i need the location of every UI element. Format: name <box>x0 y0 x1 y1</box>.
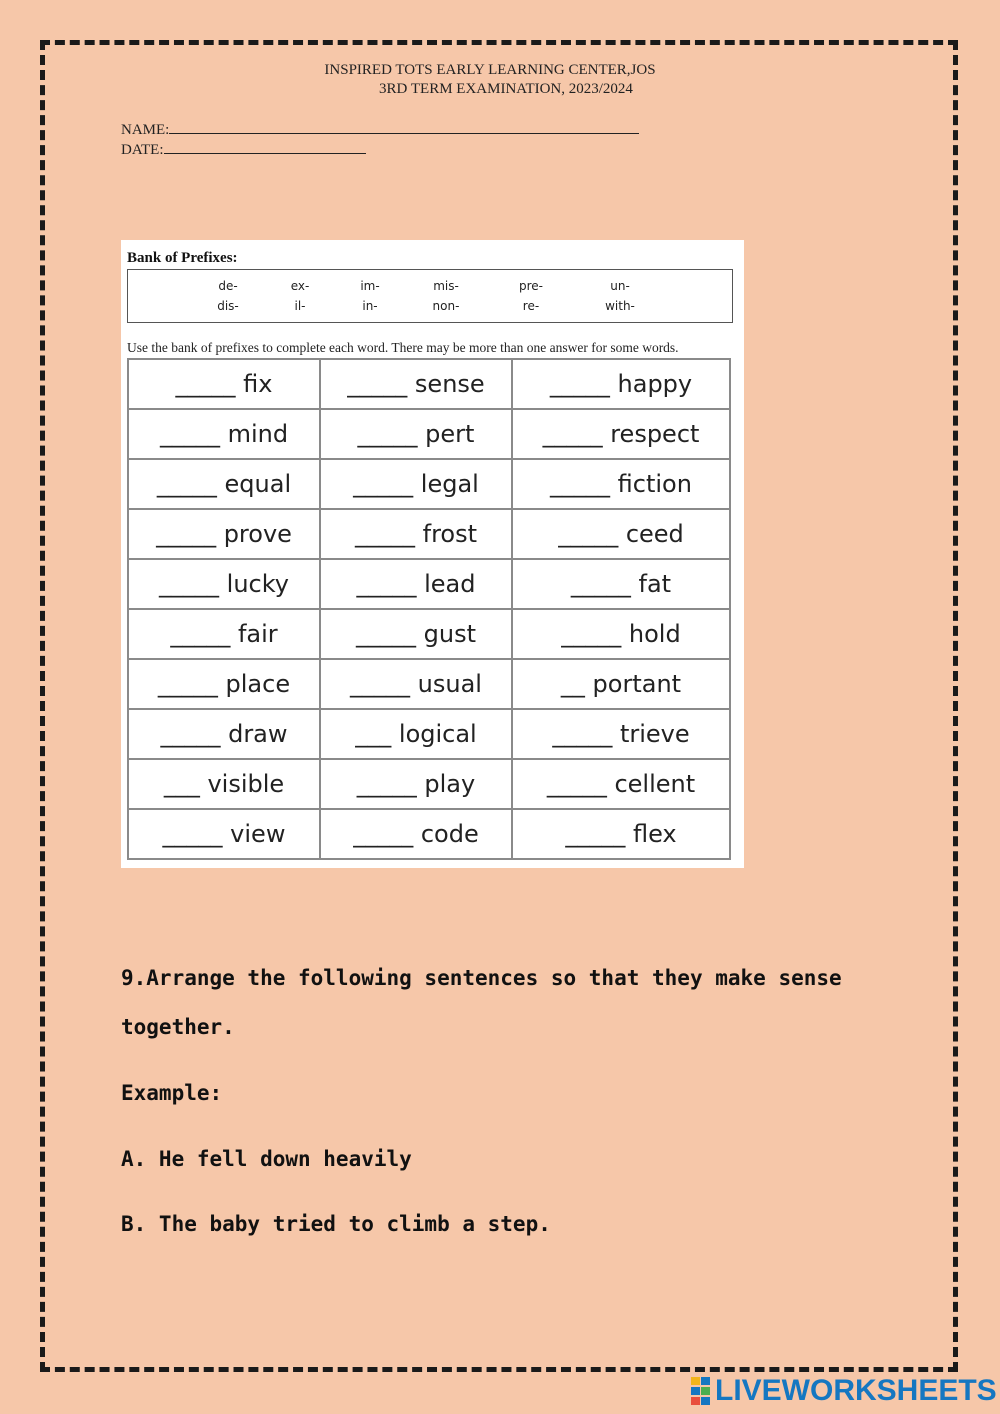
example-label: Example: <box>121 1081 223 1105</box>
word-cell[interactable] <box>512 759 730 809</box>
table-row <box>128 359 730 409</box>
exam-header <box>0 61 980 99</box>
word-cell[interactable] <box>320 509 512 559</box>
word-cell[interactable] <box>320 709 512 759</box>
word-cell[interactable] <box>320 459 512 509</box>
table-row <box>128 659 730 709</box>
prefix-worksheet-image <box>121 240 744 868</box>
table-row <box>128 559 730 609</box>
word-cell[interactable] <box>128 609 320 659</box>
prefix: dis- <box>217 299 239 313</box>
word-text: __ portant <box>560 670 682 698</box>
word-text: _____ frost <box>354 520 477 548</box>
prefix: non- <box>432 299 460 313</box>
word-cell[interactable] <box>128 659 320 709</box>
word-text: _____ fat <box>570 570 672 598</box>
table-row <box>128 759 730 809</box>
word-text: _____ flex <box>565 820 677 848</box>
word-text: _____ sense <box>347 370 485 398</box>
question-9-line-2: together. <box>121 1015 235 1039</box>
table-row <box>128 409 730 459</box>
word-cell[interactable] <box>128 409 320 459</box>
name-blank-line[interactable] <box>169 119 639 134</box>
sentence-option-b: B. The baby tried to climb a step. <box>121 1212 551 1236</box>
word-text: _____ fiction <box>550 470 692 498</box>
word-cell[interactable] <box>512 659 730 709</box>
word-text: _____ play <box>356 770 476 798</box>
word-cell[interactable] <box>512 359 730 409</box>
date-field <box>121 139 366 159</box>
word-text: _____ usual <box>350 670 482 698</box>
word-text: _____ happy <box>549 370 693 398</box>
word-text: _____ hold <box>561 620 681 648</box>
word-cell[interactable] <box>320 409 512 459</box>
liveworksheets-brand <box>691 1374 997 1408</box>
exam-title: 3RD TERM EXAMINATION, 2023/2024 <box>379 81 633 97</box>
word-cell[interactable] <box>128 359 320 409</box>
prefix: in- <box>362 299 378 313</box>
word-text: _____ mind <box>159 420 289 448</box>
word-text: _____ fair <box>170 620 278 648</box>
word-cell[interactable] <box>320 359 512 409</box>
prefix: im- <box>360 279 380 293</box>
word-text: _____ pert <box>357 420 475 448</box>
school-name: INSPIRED TOTS EARLY LEARNING CENTER,JOS <box>324 62 656 78</box>
prefix: de- <box>218 279 238 293</box>
word-cell[interactable] <box>512 459 730 509</box>
name-label: NAME: <box>121 122 170 138</box>
word-cell[interactable] <box>128 459 320 509</box>
question-9-line-1: 9.Arrange the following sentences so that they make sense <box>121 966 842 990</box>
date-label: DATE: <box>121 142 164 158</box>
word-cell[interactable] <box>512 559 730 609</box>
word-cell[interactable] <box>128 709 320 759</box>
word-cell[interactable] <box>128 809 320 859</box>
brand-text: LIVEWORKSHEETS <box>715 1374 997 1407</box>
prefix: ex- <box>290 279 310 293</box>
word-text: _____ lead <box>356 570 476 598</box>
word-text: _____ draw <box>160 720 288 748</box>
word-cell[interactable] <box>512 709 730 759</box>
word-text: _____ code <box>353 820 479 848</box>
prefix: il- <box>294 299 306 313</box>
word-text: _____ ceed <box>558 520 684 548</box>
word-text: _____ gust <box>356 620 476 648</box>
bank-title: Bank of Prefixes: <box>127 250 238 266</box>
word-cell[interactable] <box>320 659 512 709</box>
word-text: _____ trieve <box>552 720 690 748</box>
word-cell[interactable] <box>512 509 730 559</box>
word-text: _____ equal <box>156 470 292 498</box>
word-cell[interactable] <box>512 809 730 859</box>
word-text: ___ visible <box>163 770 285 798</box>
prefix: un- <box>610 279 630 293</box>
sentence-option-a: A. He fell down heavily <box>121 1147 412 1171</box>
prefix: pre- <box>519 279 543 293</box>
word-cell[interactable] <box>128 509 320 559</box>
word-cell[interactable] <box>512 409 730 459</box>
word-cell[interactable] <box>128 559 320 609</box>
prefix: with- <box>605 299 635 313</box>
table-row <box>128 809 730 859</box>
table-row <box>128 459 730 509</box>
table-row <box>128 509 730 559</box>
word-text: _____ fix <box>175 370 273 398</box>
prefix-word-table <box>127 358 731 860</box>
word-text: _____ prove <box>156 520 292 548</box>
name-field <box>121 119 639 139</box>
word-text: _____ place <box>157 670 291 698</box>
word-cell[interactable] <box>320 759 512 809</box>
word-cell[interactable] <box>512 609 730 659</box>
prefix-bank-box <box>127 269 733 323</box>
word-cell[interactable] <box>128 759 320 809</box>
prefix: re- <box>522 299 540 313</box>
prefix: mis- <box>433 279 459 293</box>
word-cell[interactable] <box>320 809 512 859</box>
word-text: _____ cellent <box>546 770 696 798</box>
table-row <box>128 709 730 759</box>
word-cell[interactable] <box>320 609 512 659</box>
word-text: _____ lucky <box>159 570 289 598</box>
word-text: _____ legal <box>353 470 479 498</box>
instruction-text: Use the bank of prefixes to complete each word. There may be more than one answer for some words. <box>127 340 679 355</box>
word-text: ___ logical <box>355 720 477 748</box>
liveworksheets-logo-icon <box>691 1377 711 1405</box>
word-cell[interactable] <box>320 559 512 609</box>
word-text: _____ respect <box>542 420 700 448</box>
date-blank-line[interactable] <box>164 139 366 154</box>
word-text: _____ view <box>162 820 286 848</box>
table-row <box>128 609 730 659</box>
